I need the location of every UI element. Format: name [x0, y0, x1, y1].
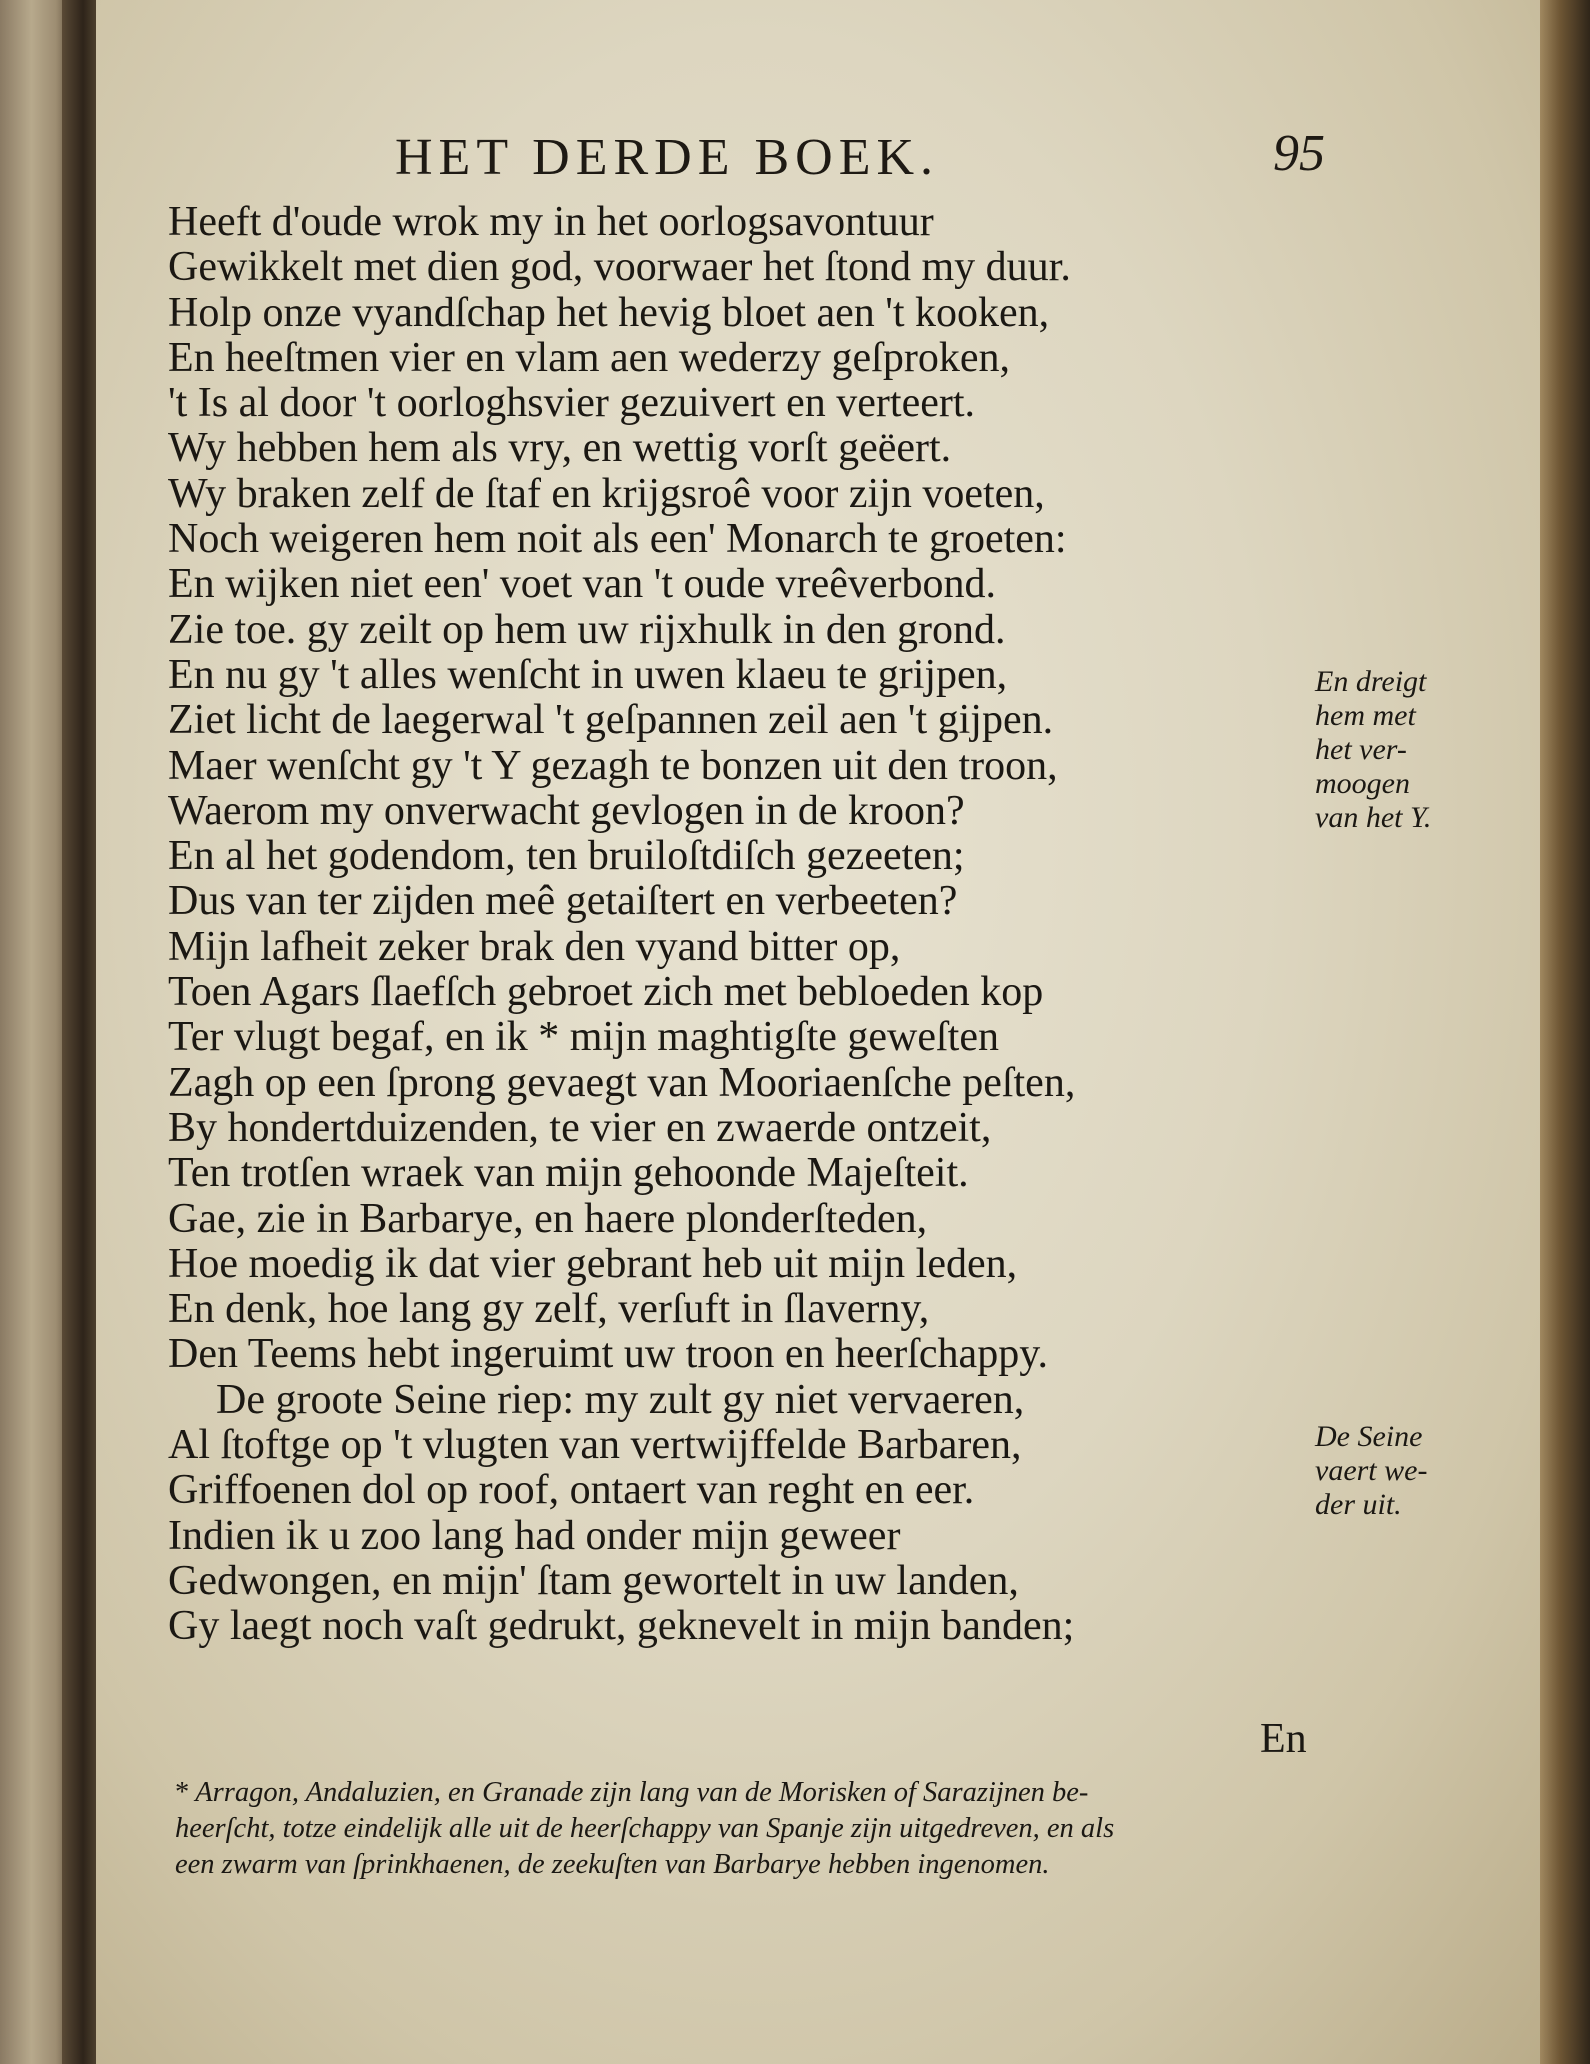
verse-line: Hoe moedig ik dat vier gebrant heb uit mijn leden,	[168, 1240, 1018, 1287]
verse-line: Den Teems hebt ingeruimt uw troon en heerſchappy.	[168, 1331, 1048, 1378]
verse-line: Toen Agars ſlaefſch gebroet zich met bebloeden kop	[168, 969, 1044, 1016]
verse-line: Griffoenen dol op roof, ontaert van reght en eer.	[168, 1467, 975, 1514]
verse-line: En al het godendom, ten bruiloſtdiſch gezeeten;	[168, 833, 965, 880]
verse-line: Heeft d'oude wrok my in het oorlogsavontuur	[168, 199, 934, 245]
verse-line: Gedwongen, en mijn' ſtam gewortelt in uw landen,	[168, 1557, 1019, 1604]
verse-line: En heeſtmen vier en vlam aen wederzy geſproken,	[168, 334, 1010, 381]
verse-line: Al ſtoftge op 't vlugten van vertwijffelde Barbaren,	[168, 1422, 1022, 1469]
verse-line: Indien ik u zoo lang had onder mijn geweer	[168, 1512, 901, 1559]
facing-page-edge	[0, 0, 70, 2064]
verse-line: En wijken niet een' voet van 't oude vreêverbond.	[168, 561, 997, 608]
side-note-line: van het Y.	[1315, 801, 1432, 834]
verse-line: Gewikkelt met dien god, voorwaer het ſtond my duur.	[168, 244, 1071, 291]
verse-line: Ziet licht de laegerwal 't geſpannen zeil aen 't gijpen.	[168, 697, 1054, 744]
verse-line: En nu gy 't alles wenſcht in uwen klaeu te grijpen,	[168, 651, 1008, 698]
verse-line: Zagh op een ſprong gevaegt van Mooriaenſche peſten,	[168, 1059, 1076, 1106]
footnote-text: Arragon, Andaluzien, en Granade zijn lang van de Morisken of Sarazijnen be-	[195, 1777, 1089, 1808]
verse-line: Wy braken zelf de ſtaf en krijgsroê voor zijn voeten,	[168, 470, 1045, 517]
verse-line: By hondertduizenden, te vier en zwaerde ontzeit,	[168, 1104, 992, 1151]
verse-line: Gae, zie in Barbarye, en haere plonderſteden,	[168, 1195, 928, 1242]
side-note-line: vaert we-	[1315, 1454, 1428, 1487]
verse-line: Wy hebben hem als vry, en wettig vorſt geëert.	[168, 425, 952, 472]
side-note-line: En dreigt	[1315, 665, 1427, 698]
verse-line: Waerom my onverwacht gevlogen in de kroon?	[168, 787, 965, 834]
verse-line: Mijn lafheit zeker brak den vyand bitter op,	[168, 923, 901, 970]
verse-block	[168, 200, 1308, 1650]
side-note-line: moogen	[1315, 767, 1410, 800]
verse-line: Ter vlugt begaf, en ik * mijn maghtigſte geweſten	[168, 1014, 999, 1061]
side-note-line: De Seine	[1315, 1420, 1423, 1453]
catchword: En	[1260, 1716, 1307, 1762]
verse-line: 't Is al door 't oorloghsvier gezuivert en verteert.	[168, 380, 976, 427]
footnote-mark: *	[175, 1777, 190, 1808]
running-title: HET DERDE BOEK.	[395, 129, 940, 186]
verse-line: Holp onze vyandſchap het hevig bloet aen 't kooken,	[168, 289, 1050, 336]
page-fore-edge	[1540, 0, 1590, 2064]
footnote	[175, 1775, 1315, 1883]
verse-line: Zie toe. gy zeilt op hem uw rijxhulk in den grond.	[168, 606, 1006, 653]
side-note-line: hem met	[1315, 699, 1416, 732]
page-number: 95	[1273, 125, 1325, 182]
side-note-2	[1315, 1420, 1465, 1522]
verse-line: En denk, hoe lang gy zelf, verſuft in ſlaverny,	[168, 1286, 930, 1333]
verse-line: Dus van ter zijden meê getaiſtert en verbeeten?	[168, 878, 958, 925]
footnote-line-1	[175, 1775, 1315, 1811]
verse-line: Ten trotſen wraek van mijn gehoonde Majeſteit.	[168, 1150, 969, 1197]
footnote-line-3: een zwarm van ſprinkhaenen, de zeekuſten van Barbarye hebben ingenomen.	[175, 1849, 1050, 1880]
verse-line: Gy laegt noch vaſt gedrukt, geknevelt in mijn banden;	[168, 1603, 1075, 1650]
footnote-line-2: heerſcht, totze eindelijk alle uit de heerſchappy van Spanje zijn uitgedreven, en als	[175, 1813, 1115, 1844]
verse-line: Maer wenſcht gy 't Y gezagh te bonzen uit den troon,	[168, 742, 1058, 789]
side-note-line: het ver-	[1315, 733, 1407, 766]
verse-line: Noch weigeren hem noit als een' Monarch te groeten:	[168, 516, 1067, 563]
page-header	[275, 125, 1325, 192]
side-note-line: der uit.	[1315, 1488, 1402, 1521]
side-note-1	[1315, 665, 1465, 835]
verse-line: De groote Seine riep: my zult gy niet vervaeren,	[216, 1376, 1025, 1423]
